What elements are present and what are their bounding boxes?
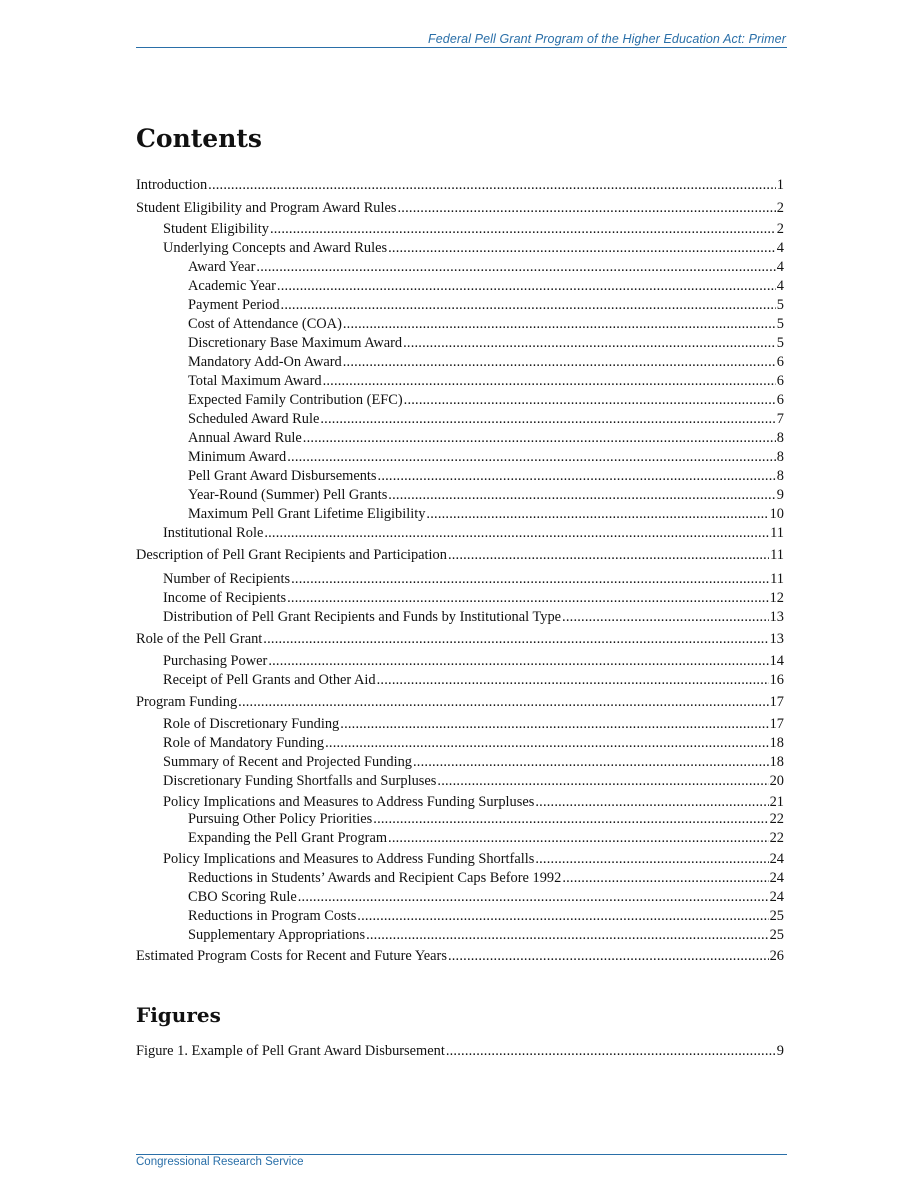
figures-heading: Figures (136, 1003, 221, 1027)
dot-leader (298, 888, 769, 906)
toc-entry[interactable] (188, 296, 784, 314)
dot-leader (562, 869, 768, 887)
toc-entry-title: Purchasing Power (163, 653, 268, 669)
toc-entry-page: 4 (776, 278, 784, 294)
toc-entry-page: 10 (769, 506, 784, 522)
footer-text: Congressional Research Service (136, 1156, 304, 1168)
figure-entry-page: 9 (776, 1043, 784, 1059)
toc-entry-page: 7 (776, 411, 784, 427)
header-title: Federal Pell Grant Program of the Higher Education Act: Primer (428, 32, 786, 46)
toc-entry[interactable] (188, 907, 784, 925)
dot-leader (343, 353, 776, 371)
dot-leader (287, 589, 769, 607)
dot-leader (357, 907, 768, 925)
toc-entry-page: 24 (769, 870, 784, 886)
dot-leader (270, 220, 776, 238)
dot-leader (323, 372, 776, 390)
toc-entry-title: Underlying Concepts and Award Rules (163, 240, 388, 256)
dot-leader (325, 734, 769, 752)
dot-leader (264, 524, 769, 542)
dot-leader (378, 467, 776, 485)
toc-entry-title: Description of Pell Grant Recipients and Participation (136, 547, 447, 563)
toc-entry-page: 21 (769, 794, 784, 810)
dot-leader (366, 926, 769, 944)
toc-entry-page: 16 (769, 672, 784, 688)
toc-entry-page: 14 (769, 653, 784, 669)
dot-leader (413, 753, 769, 771)
dot-leader (263, 630, 768, 648)
toc-entry-title: Expanding the Pell Grant Program (188, 830, 388, 846)
toc-entry-page: 26 (769, 948, 784, 964)
toc-entry[interactable] (163, 570, 784, 588)
toc-entry-page: 11 (770, 547, 784, 563)
toc-entry-page: 13 (769, 609, 784, 625)
toc-entry[interactable] (163, 239, 784, 257)
toc-entry-page: 9 (776, 487, 784, 503)
dot-leader (256, 258, 775, 276)
toc-entry[interactable] (163, 715, 784, 733)
toc-entry-page: 11 (770, 571, 784, 587)
footer-rule (136, 1154, 787, 1155)
dot-leader (388, 486, 776, 504)
toc-entry-title: Student Eligibility and Program Award Rules (136, 200, 397, 216)
toc-entry[interactable] (188, 277, 784, 295)
toc-entry[interactable] (188, 258, 784, 276)
toc-entry-title: Supplementary Appropriations (188, 927, 366, 943)
toc-entry[interactable] (188, 505, 784, 523)
dot-leader (388, 239, 776, 257)
toc-entry-title: Institutional Role (163, 525, 264, 541)
toc-entry-page: 17 (769, 694, 784, 710)
toc-entry-title: Expected Family Contribution (EFC) (188, 392, 403, 408)
toc-entry[interactable] (188, 926, 784, 944)
dot-leader (535, 850, 768, 868)
toc-entry[interactable] (188, 829, 784, 847)
dot-leader (277, 277, 776, 295)
toc-entry-title: Program Funding (136, 694, 238, 710)
toc-entry[interactable] (136, 947, 784, 965)
dot-leader (303, 429, 776, 447)
toc-entry-title: Minimum Award (188, 449, 287, 465)
toc-entry-title: Pell Grant Award Disbursements (188, 468, 377, 484)
dot-leader (388, 829, 769, 847)
toc-entry[interactable] (163, 850, 784, 868)
toc-entry-title: Total Maximum Award (188, 373, 322, 389)
dot-leader (426, 505, 768, 523)
toc-entry-page: 11 (770, 525, 784, 541)
dot-leader (377, 671, 769, 689)
toc-entry-title: Role of the Pell Grant (136, 631, 263, 647)
toc-entry-page: 24 (769, 889, 784, 905)
running-header (136, 31, 787, 48)
toc-entry[interactable] (163, 589, 784, 607)
toc-entry[interactable] (188, 467, 784, 485)
dot-leader (320, 410, 775, 428)
toc-entry-page: 6 (776, 392, 784, 408)
toc-entry-page: 5 (776, 297, 784, 313)
dot-leader (535, 793, 768, 811)
dot-leader (437, 772, 768, 790)
toc-entry-page: 5 (776, 335, 784, 351)
figure-entry-title: Figure 1. Example of Pell Grant Award Disbursement (136, 1043, 445, 1059)
contents-heading: Contents (136, 124, 263, 153)
toc-entry[interactable] (136, 199, 784, 217)
toc-entry[interactable] (188, 869, 784, 887)
toc-entry-title: Discretionary Base Maximum Award (188, 335, 403, 351)
dot-leader (373, 810, 768, 828)
toc-entry-title: Cost of Attendance (COA) (188, 316, 342, 332)
toc-entry[interactable] (188, 315, 784, 333)
dot-leader (398, 199, 776, 217)
toc-entry[interactable] (188, 410, 784, 428)
toc-entry-page: 2 (776, 200, 784, 216)
toc-entry-page: 18 (769, 754, 784, 770)
dot-leader (238, 693, 768, 711)
toc-entry-title: Receipt of Pell Grants and Other Aid (163, 672, 376, 688)
toc-entry-title: Estimated Program Costs for Recent and Future Years (136, 948, 447, 964)
toc-entry-page: 17 (769, 716, 784, 732)
toc-entry[interactable] (188, 486, 784, 504)
dot-leader (448, 947, 769, 965)
toc-entry[interactable] (136, 630, 784, 648)
toc-entry[interactable] (163, 753, 784, 771)
toc-entry-page: 6 (776, 373, 784, 389)
toc-entry-title: Discretionary Funding Shortfalls and Surpluses (163, 773, 437, 789)
toc-entry-page: 6 (776, 354, 784, 370)
toc-entry-title: Year-Round (Summer) Pell Grants (188, 487, 388, 503)
toc-entry-page: 25 (769, 927, 784, 943)
toc-entry[interactable] (188, 391, 784, 409)
toc-entry[interactable] (188, 810, 784, 828)
dot-leader (340, 715, 768, 733)
dot-leader (291, 570, 769, 588)
toc-entry[interactable] (188, 334, 784, 352)
toc-entry-title: Reductions in Program Costs (188, 908, 357, 924)
toc-entry-title: Payment Period (188, 297, 280, 313)
toc-entry-title: Pursuing Other Policy Priorities (188, 811, 373, 827)
toc-entry[interactable] (188, 429, 784, 447)
toc-entry-page: 24 (769, 851, 784, 867)
toc-entry-page: 18 (769, 735, 784, 751)
toc-entry-title: Annual Award Rule (188, 430, 302, 446)
toc-entry[interactable] (163, 220, 784, 238)
toc-entry-title: Maximum Pell Grant Lifetime Eligibility (188, 506, 426, 522)
toc-entry[interactable] (136, 546, 784, 564)
toc-entry[interactable] (163, 608, 784, 626)
toc-entry-title: Policy Implications and Measures to Address Funding Surpluses (163, 794, 535, 810)
toc-entry-page: 8 (776, 430, 784, 446)
toc-entry[interactable] (136, 693, 784, 711)
dot-leader (208, 176, 776, 194)
toc-entry-page: 1 (776, 177, 784, 193)
toc-entry-title: Role of Mandatory Funding (163, 735, 325, 751)
toc-entry-title: Income of Recipients (163, 590, 287, 606)
dot-leader (287, 448, 776, 466)
dot-leader (562, 608, 769, 626)
figure-entry[interactable] (136, 1042, 784, 1060)
toc-entry[interactable] (163, 671, 784, 689)
toc-entry[interactable] (163, 793, 784, 811)
dot-leader (446, 1042, 776, 1060)
toc-entry-page: 8 (776, 468, 784, 484)
toc-entry-title: Scheduled Award Rule (188, 411, 320, 427)
toc-entry-title: Distribution of Pell Grant Recipients and Funds by Institutional Type (163, 609, 562, 625)
toc-entry-title: Academic Year (188, 278, 276, 294)
toc-entry-title: Award Year (188, 259, 256, 275)
toc-entry-page: 4 (776, 259, 784, 275)
toc-entry-title: Student Eligibility (163, 221, 269, 237)
toc-entry[interactable] (136, 176, 784, 194)
toc-entry-title: Role of Discretionary Funding (163, 716, 340, 732)
toc-entry[interactable] (188, 888, 784, 906)
toc-entry-title: CBO Scoring Rule (188, 889, 297, 905)
dot-leader (343, 315, 776, 333)
toc-entry-page: 2 (776, 221, 784, 237)
toc-entry[interactable] (188, 372, 784, 390)
dot-leader (281, 296, 776, 314)
toc-entry[interactable] (163, 772, 784, 790)
toc-entry-page: 4 (776, 240, 784, 256)
toc-entry-title: Reductions in Students’ Awards and Recipient Caps Before 1992 (188, 870, 562, 886)
toc-entry-page: 8 (776, 449, 784, 465)
toc-entry[interactable] (188, 448, 784, 466)
toc-entry-page: 12 (769, 590, 784, 606)
toc-entry-title: Summary of Recent and Projected Funding (163, 754, 412, 770)
toc-entry-page: 22 (769, 830, 784, 846)
toc-entry-page: 25 (769, 908, 784, 924)
dot-leader (404, 391, 776, 409)
dot-leader (403, 334, 776, 352)
toc-entry-title: Policy Implications and Measures to Address Funding Shortfalls (163, 851, 535, 867)
toc-entry-title: Introduction (136, 177, 208, 193)
toc-entry-page: 22 (769, 811, 784, 827)
dot-leader (448, 546, 769, 564)
toc-entry[interactable] (163, 652, 784, 670)
toc-entry-page: 5 (776, 316, 784, 332)
toc-entry[interactable] (163, 524, 784, 542)
toc-entry-page: 20 (769, 773, 784, 789)
toc-entry-title: Mandatory Add-On Award (188, 354, 342, 370)
toc-entry[interactable] (163, 734, 784, 752)
toc-entry-page: 13 (769, 631, 784, 647)
dot-leader (268, 652, 768, 670)
toc-entry[interactable] (188, 353, 784, 371)
toc-entry-title: Number of Recipients (163, 571, 291, 587)
